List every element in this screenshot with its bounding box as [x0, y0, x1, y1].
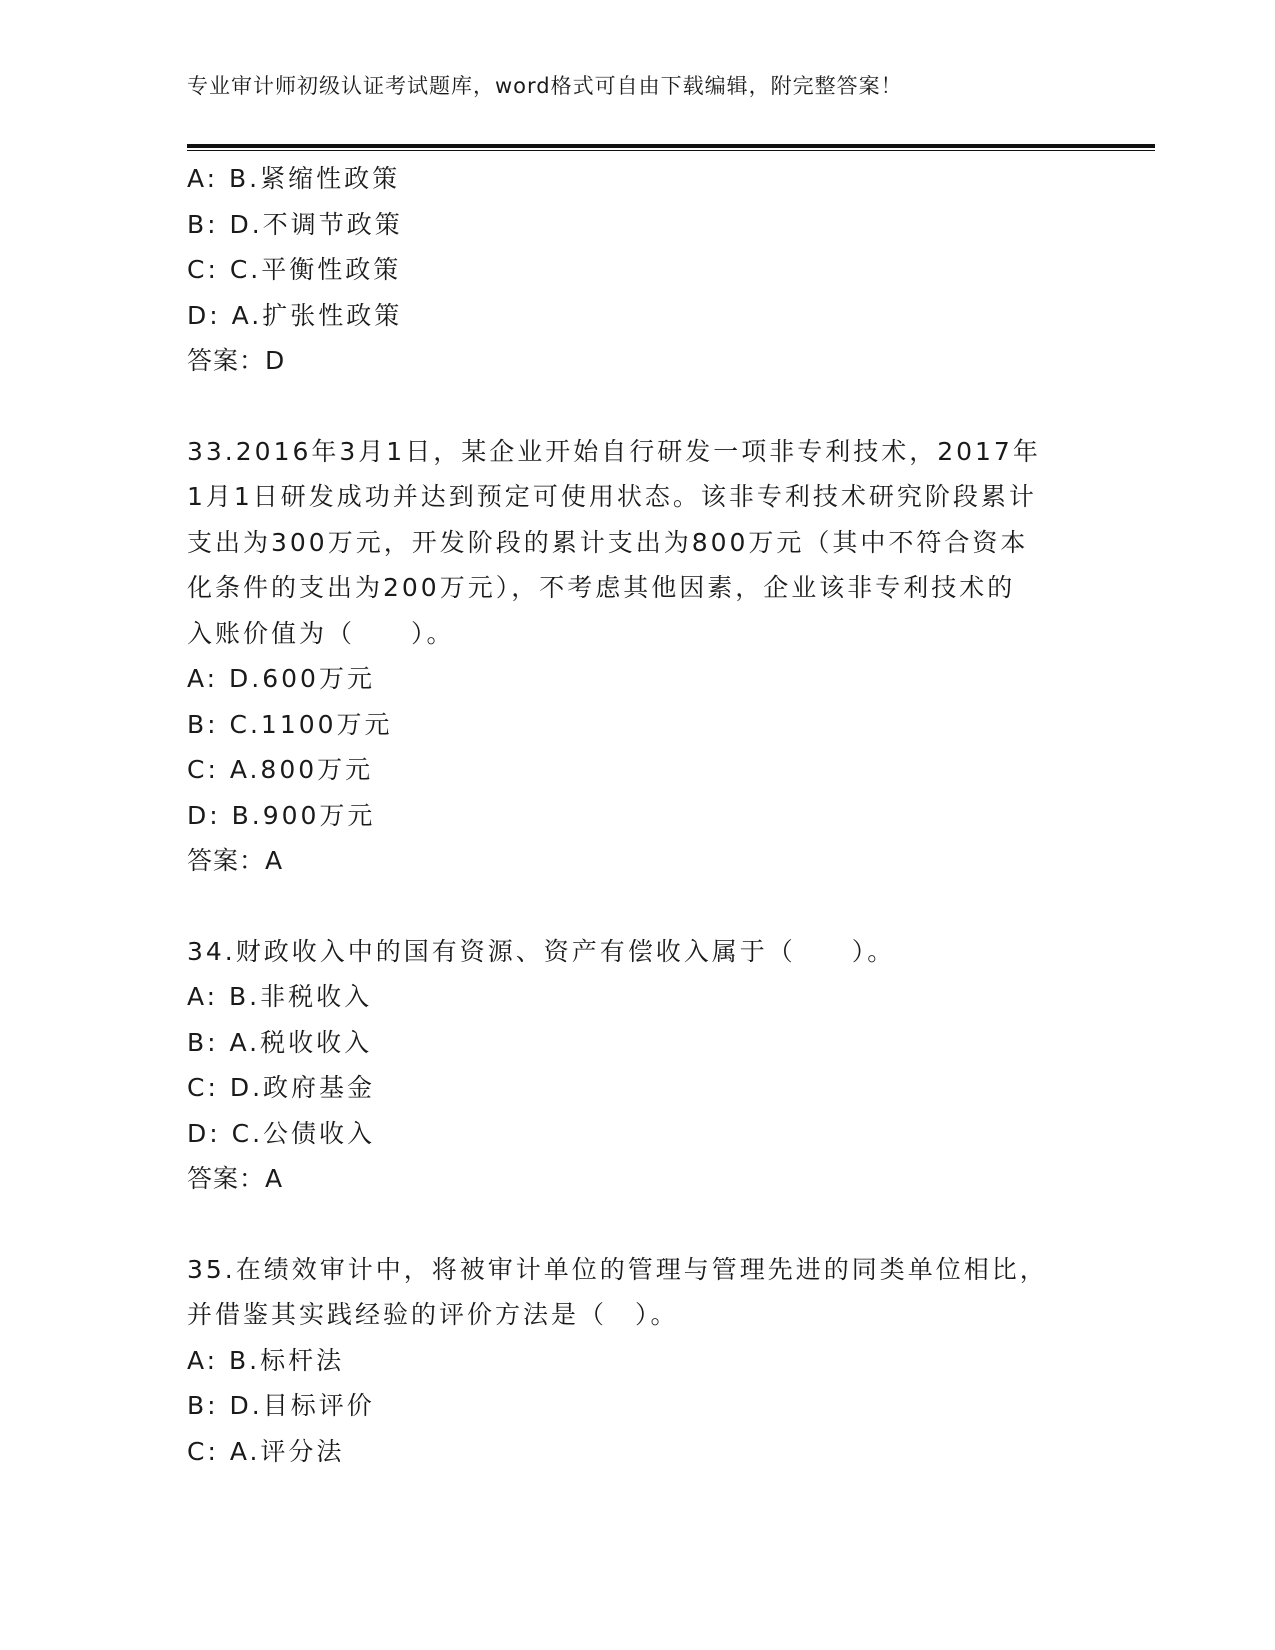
option-a: A: B.紧缩性政策 [187, 164, 401, 193]
option-a: A: B.非税收入 [187, 982, 373, 1011]
spacer [187, 1202, 1087, 1247]
option-a: A: B.标杆法 [187, 1345, 345, 1375]
option-b: B: D.目标评价 [187, 1391, 375, 1420]
option-d: D: A.扩张性政策 [187, 300, 403, 330]
option-b: B: C.1100万元 [187, 709, 393, 739]
option-d: D: B.900万元 [187, 800, 376, 830]
question-text-line: 并借鉴其实践经验的评价方法是（ ）。 [187, 1300, 679, 1329]
answer: 答案：A [187, 846, 284, 875]
question-text-line: 化条件的支出为200万元），不考虑其他因素，企业该非专利技术的 [187, 573, 1016, 602]
option-a: A: D.600万元 [187, 664, 375, 693]
page-header: 专业审计师初级认证考试题库，word格式可自由下载编辑，附完整答案！ [187, 74, 903, 98]
option-c: C: A.评分法 [187, 1436, 345, 1466]
option-c: C: D.政府基金 [187, 1073, 376, 1102]
question-34 [187, 929, 1087, 1202]
question-35 [187, 1247, 1087, 1475]
question-text-line: 33.2016年3月1日，某企业开始自行研发一项非专利技术，2017年 [187, 436, 1041, 466]
question-text-line: 支出为300万元，开发阶段的累计支出为800万元（其中不符合资本 [187, 527, 1029, 557]
question-content [187, 156, 1087, 1474]
question-text-line: 入账价值为（ ）。 [187, 618, 455, 648]
spacer [187, 884, 1087, 929]
option-b: B: D.不调节政策 [187, 209, 403, 239]
spacer [187, 384, 1087, 429]
header-rule-thick [187, 144, 1155, 148]
option-c: C: C.平衡性政策 [187, 255, 402, 284]
option-d: D: C.公债收入 [187, 1118, 376, 1148]
header-rule-thin [187, 150, 1155, 151]
question-text-line: 34.财政收入中的国有资源、资产有偿收入属于（ ）。 [187, 936, 896, 966]
question-32-options [187, 156, 1087, 384]
answer: 答案：A [187, 1164, 284, 1193]
answer: 答案：D [187, 346, 286, 375]
option-b: B: A.税收收入 [187, 1027, 373, 1057]
option-c: C: A.800万元 [187, 755, 374, 784]
question-text-line: 1月1日研发成功并达到预定可使用状态。该非专利技术研究阶段累计 [187, 482, 1037, 511]
question-text-line: 35.在绩效审计中，将被审计单位的管理与管理先进的同类单位相比， [187, 1254, 1048, 1284]
question-33 [187, 429, 1087, 884]
